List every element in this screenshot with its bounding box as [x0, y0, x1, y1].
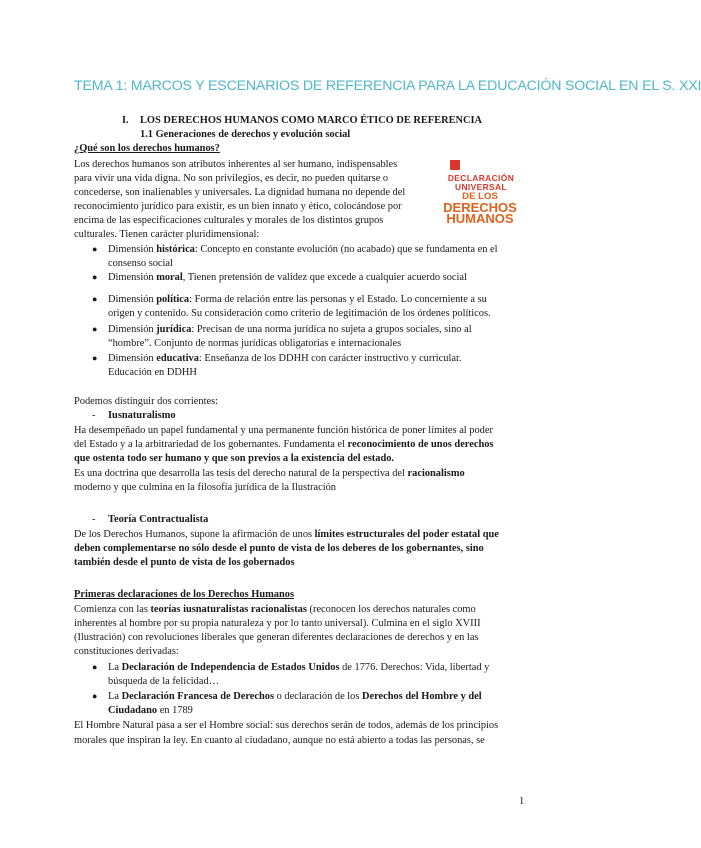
bullet-icon: ●: [92, 244, 98, 254]
paragraph-line: inherentes al hombre por su propia naturaleza y por lo tanto universal). Culmina en el siglo XVIII: [74, 618, 481, 629]
list-item: La Declaración Francesa de Derechos o declaración de los Derechos del Hombre y del: [108, 691, 482, 702]
paragraph-line: morales que inspiran la ley. En cuanto al ciudadano, aunque no está abierto a todas las personas, se: [74, 735, 485, 746]
dash-marker: -: [92, 514, 96, 525]
paragraph-line: De los Derechos Humanos, supone la afirmación de unos límites estructurales del poder estatal que: [74, 529, 499, 540]
paragraph-line: El Hombre Natural pasa a ser el Hombre social: sus derechos serán de todos, además de los principios: [74, 720, 499, 731]
currents-intro: Podemos distinguir dos corrientes:: [74, 396, 219, 407]
logo-line: DE LOS: [462, 191, 498, 202]
document-title: TEMA 1: MARCOS Y ESCENARIOS DE REFERENCIA PARA LA EDUCACIÓN SOCIAL EN EL S. XXI: [74, 78, 701, 94]
logo-line: UNIVERSAL: [455, 182, 507, 192]
bullet-icon: ●: [92, 294, 98, 304]
list-item-continuation: Educación en DDHH: [108, 367, 197, 378]
logo-line: HUMANOS: [446, 211, 514, 226]
bullet-icon: ●: [92, 353, 98, 363]
paragraph-line: Ha desempeñado un papel fundamental y una permanente función histórica de poner límites al poder: [74, 425, 493, 436]
section-heading: LOS DERECHOS HUMANOS COMO MARCO ÉTICO DE REFERENCIA: [140, 115, 483, 126]
declarations-heading: Primeras declaraciones de los Derechos Humanos: [74, 589, 294, 600]
list-item: Dimensión política: Forma de relación entre las personas y el Estado. Lo concerniente a su: [108, 294, 487, 305]
paragraph-line: moderno y que culmina en la filosofía jurídica de la Ilustración: [74, 482, 336, 493]
intro-line: para vivir una vida digna. No son privilegios, es decir, no pueden quitarse o: [74, 173, 389, 184]
list-item: La Declaración de Independencia de Estados Unidos de 1776. Derechos: Vida, libertad y: [108, 662, 490, 673]
iusnaturalismo-title: Iusnaturalismo: [108, 410, 176, 421]
logo-line: DERECHOS: [443, 200, 517, 215]
page-number: 1: [519, 796, 525, 807]
bullet-icon: ●: [92, 691, 98, 701]
paragraph-line: Es una doctrina que desarrolla las tesis del derecho natural de la perspectiva del racionalismo: [74, 468, 465, 479]
dash-marker: -: [92, 410, 96, 421]
intro-line: Los derechos humanos son atributos inherentes al ser humano, indispensables: [74, 159, 398, 170]
paragraph-line: (Ilustración) con revoluciones liberales que generan diferentes declaraciones de derechos y en las: [74, 632, 479, 643]
list-item: Dimensión histórica: Concepto en constante evolución (no acabado) que se fundamenta en el: [108, 244, 498, 255]
list-item-continuation: consenso social: [108, 258, 173, 269]
udhr-emblem-icon: [450, 160, 460, 170]
list-item-continuation: búsqueda de la felicidad…: [108, 676, 220, 687]
list-item-continuation: “hombre”. Conjunto de normas jurídicas obligatorias e internacionales: [108, 338, 402, 349]
list-item: Dimensión moral, Tienen pretensión de validez que excede a cualquier acuerdo social: [108, 272, 467, 283]
intro-line: concederse, son inalienables y universales. La dignidad humana no depende del: [74, 187, 406, 198]
list-item-continuation: origen y contenido. Su consideración como criterio de legitimación de los órdenes políticos.: [108, 308, 491, 319]
udhr-logo: [440, 158, 532, 226]
intro-line: reconocimiento jurídico para existir, es un bien innato y ético, colocándose por: [74, 201, 402, 212]
paragraph-line: que ostenta todo ser humano y que son previos a la existencia del estado.: [74, 453, 395, 464]
subsection-heading: 1.1 Generaciones de derechos y evolución social: [140, 129, 351, 140]
list-item-continuation: Ciudadano en 1789: [108, 705, 193, 716]
bullet-icon: ●: [92, 324, 98, 334]
contractualista-title: Teoría Contractualista: [108, 514, 209, 525]
list-item: Dimensión jurídica: Precisan de una norma jurídica no sujeta a grupos sociales, sino al: [108, 324, 472, 335]
paragraph-line: también desde el punto de vista de los gobernados: [74, 557, 295, 568]
bullet-icon: ●: [92, 662, 98, 672]
question-heading: ¿Qué son los derechos humanos?: [74, 143, 220, 154]
paragraph-line: del Estado y a la arbitrariedad de los gobernantes. Fundamenta el reconocimiento de unos derechos: [74, 439, 494, 450]
paragraph-line: constituciones derivadas:: [74, 646, 179, 657]
section-number: I.: [122, 115, 129, 126]
intro-line: encima de las especificaciones culturales y morales de los distintos grupos: [74, 215, 384, 226]
paragraph-line: deben complementarse no sólo desde el punto de vista de los deberes de los gobernantes, sino: [74, 543, 484, 554]
list-item: Dimensión educativa: Enseñanza de los DDHH con carácter instructivo y curricular.: [108, 353, 462, 364]
intro-line: culturales. Tienen carácter pluridimensional:: [74, 229, 260, 240]
bullet-icon: ●: [92, 272, 98, 282]
logo-line: DECLARACIÓN: [447, 173, 515, 183]
paragraph-line: Comienza con las teorías iusnaturalistas racionalistas (reconocen los derechos naturales como: [74, 604, 476, 615]
